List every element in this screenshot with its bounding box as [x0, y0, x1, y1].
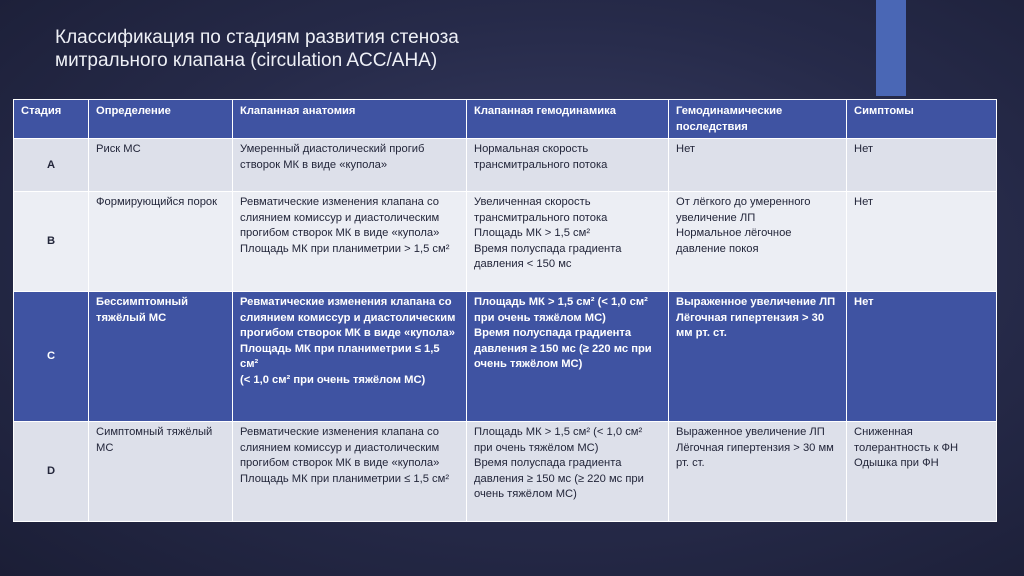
consequences-cell [669, 192, 847, 292]
hemodynamics-cell [467, 422, 669, 522]
hemodynamics-text: Увеличенная скорость трансмитрального потока [474, 196, 608, 224]
definition-text: Симптомный тяжёлый МС [96, 426, 213, 454]
anatomy-cell [233, 422, 467, 522]
symptoms-cell [847, 422, 997, 522]
hemodynamics-text: Нормальная скорость трансмитрального потока [474, 143, 608, 171]
symptoms-text: Нет [854, 196, 874, 208]
definition-cell [89, 292, 233, 422]
anatomy-cell [233, 192, 467, 292]
symptoms-cell [847, 292, 997, 422]
header-stage: Стадия [14, 100, 89, 139]
consequences-cell [669, 139, 847, 192]
header-hemodynamics: Клапанная гемодинамика [467, 100, 669, 139]
anatomy-cell [233, 139, 467, 192]
symptoms-text: Нет [854, 143, 874, 155]
anatomy-text: Площадь МК при планиметрии ≤ 1,5 см² [240, 472, 450, 485]
consequences-text: Нормальное лёгочное давление покоя [676, 227, 792, 255]
consequences-text: Выраженное увеличение ЛП [676, 296, 836, 308]
symptoms-text: Одышка при ФН [854, 457, 939, 469]
anatomy-text: (< 1,0 см² при очень тяжёлом МС) [240, 373, 426, 386]
hemodynamics-text: Время полуспада градиента давления < 150 мс [474, 242, 622, 270]
slide-title-line-1: Классификация по стадиям развития стеноза [55, 27, 459, 48]
header-definition: Определение [89, 100, 233, 139]
hemodynamics-text: Площадь МК > 1,5 см² (< 1,0 см² при очень тяжёлом МС) [474, 426, 643, 454]
symptoms-cell [847, 139, 997, 192]
consequences-text: От лёгкого до умеренного увеличение ЛП [676, 196, 811, 224]
accent-bar [876, 0, 906, 96]
slide-title [55, 26, 815, 72]
table-header-row [14, 100, 997, 139]
anatomy-text: Площадь МК при планиметрии > 1,5 см² [240, 242, 450, 255]
anatomy-text: Ревматические изменения клапана со слиянием комиссур и диастолическим прогибом створок МК в виде «купола» [240, 196, 440, 239]
hemodynamics-text: Время полуспада градиента давления ≥ 150 мс (≥ 220 мс при очень тяжёлом МС) [474, 327, 652, 370]
hemodynamics-text: Площадь МК > 1,5 см² [474, 227, 591, 239]
stage-classification-table [13, 99, 997, 522]
consequences-cell [669, 292, 847, 422]
consequences-text: Нет [676, 143, 696, 155]
header-consequences: Гемодинамические последствия [669, 100, 847, 139]
definition-cell [89, 422, 233, 522]
definition-text: Риск МС [96, 143, 141, 155]
definition-cell [89, 139, 233, 192]
hemodynamics-text: Время полуспада градиента давления ≥ 150 мс (≥ 220 мс при очень тяжёлом МС) [474, 457, 644, 500]
anatomy-cell [233, 292, 467, 422]
header-anatomy: Клапанная анатомия [233, 100, 467, 139]
anatomy-text: Ревматические изменения клапана со слиянием комиссур и диастолическим прогибом створок МК в виде «купола» [240, 296, 456, 339]
anatomy-text: Умеренный диастолический прогиб створок МК в виде «купола» [240, 143, 425, 171]
slide-title-line-2: митрального клапана (circulation ACC/AHA) [55, 50, 438, 71]
definition-text: Бессимптомный тяжёлый МС [96, 296, 188, 324]
symptoms-text: Сниженная толерантность к ФН [854, 426, 959, 454]
hemodynamics-text: Площадь МК > 1,5 см² (< 1,0 см² при очень тяжёлом МС) [474, 296, 648, 324]
hemodynamics-cell [467, 139, 669, 192]
header-symptoms: Симптомы [847, 100, 997, 139]
hemodynamics-cell [467, 292, 669, 422]
anatomy-text: Площадь МК при планиметрии ≤ 1,5 см² [240, 342, 440, 370]
table-row-stage-c [14, 292, 997, 422]
hemodynamics-cell [467, 192, 669, 292]
stage-cell: A [14, 139, 89, 192]
consequences-text: Выраженное увеличение ЛП [676, 426, 825, 438]
consequences-cell [669, 422, 847, 522]
consequences-text: Лёгочная гипертензия > 30 мм рт. ст. [676, 441, 834, 469]
definition-text: Формирующийся порок [96, 196, 218, 208]
symptoms-text: Нет [854, 296, 874, 308]
consequences-text: Лёгочная гипертензия > 30 мм рт. ст. [676, 311, 825, 339]
table-row-stage-d [14, 422, 997, 522]
stage-cell: B [14, 192, 89, 292]
table-row-stage-a [14, 139, 997, 192]
anatomy-text: Ревматические изменения клапана со слиянием комиссур и диастолическим прогибом створок МК в виде «купола» [240, 426, 440, 469]
definition-cell [89, 192, 233, 292]
table-row-stage-b [14, 192, 997, 292]
stage-cell: C [14, 292, 89, 422]
symptoms-cell [847, 192, 997, 292]
stage-cell: D [14, 422, 89, 522]
